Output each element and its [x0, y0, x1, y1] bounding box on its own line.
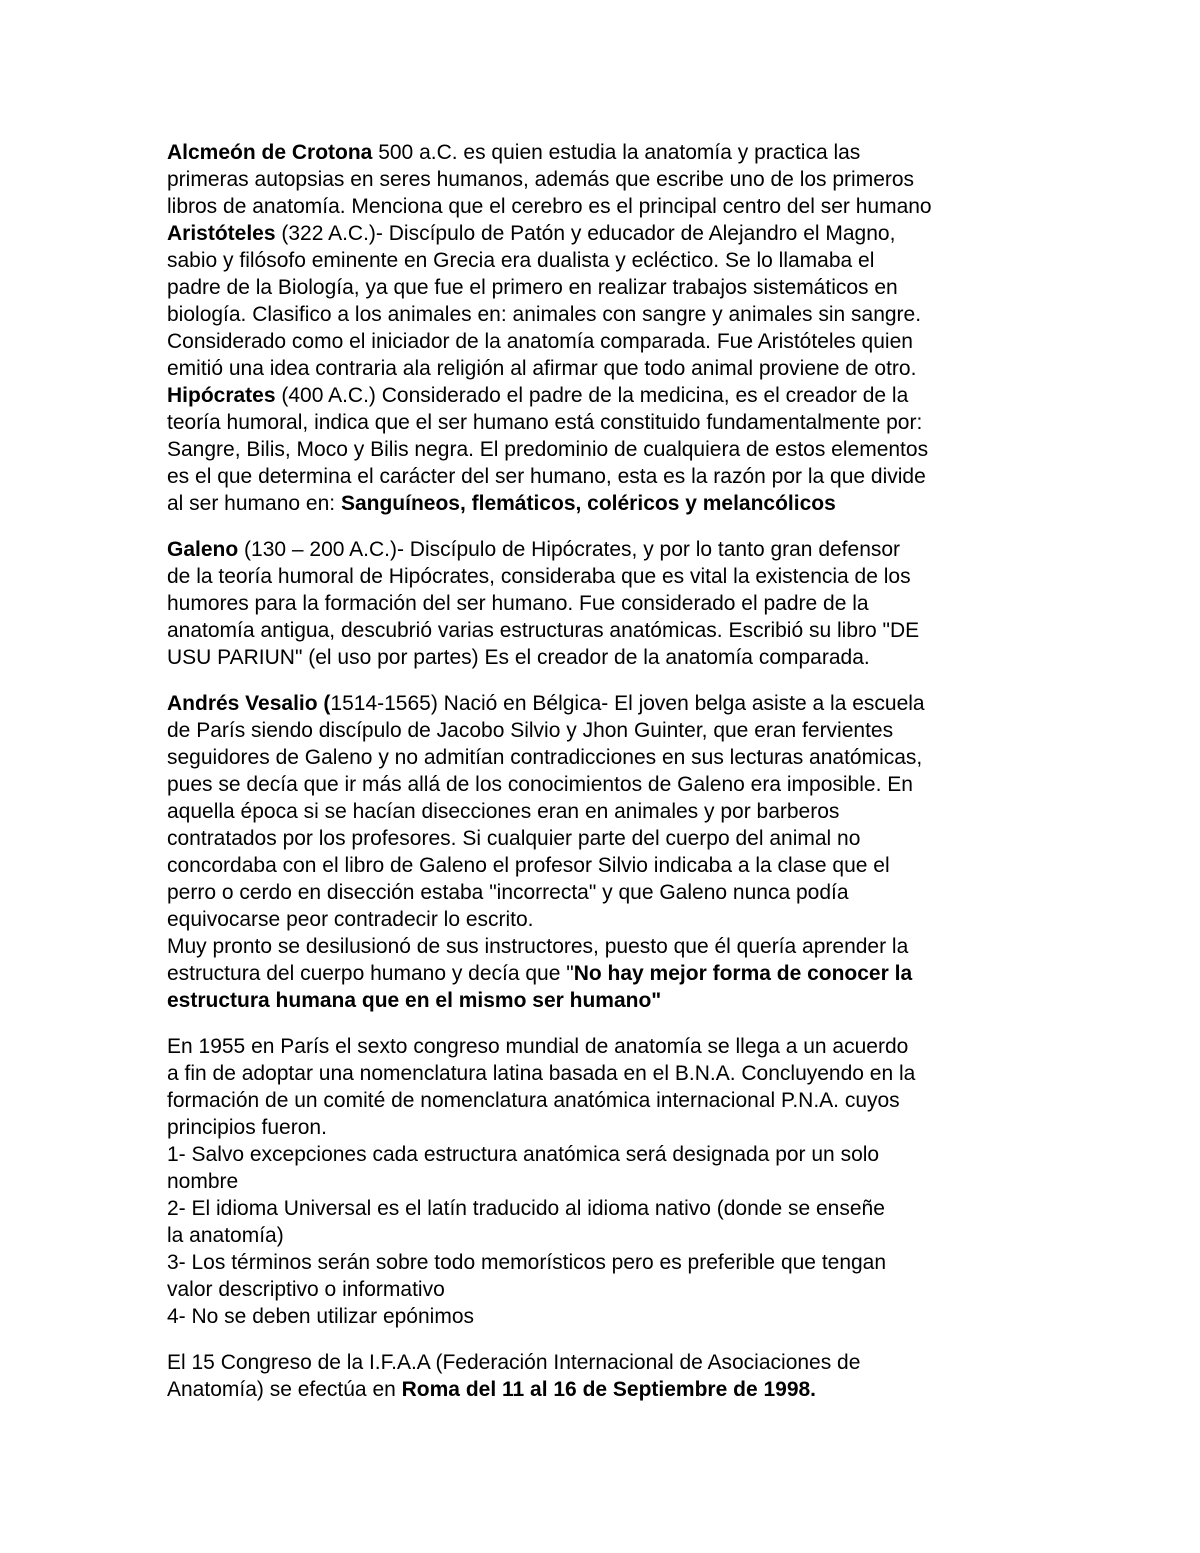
- vesalio-line-11: estructura del cuerpo humano y decía que "No hay mejor forma de conocer la: [167, 962, 913, 985]
- principle-2-line-2: la anatomía): [167, 1224, 284, 1247]
- principle-1-line-2: nombre: [167, 1170, 239, 1193]
- galeno-name: Galeno: [167, 538, 239, 561]
- hipocrates-line-4: es el que determina el carácter del ser humano, esta es la razón por la que divide: [167, 465, 926, 488]
- vesalio-line-2: de París siendo discípulo de Jacobo Silvio y Jhon Guinter, que eran fervientes: [167, 719, 894, 742]
- galeno-line-5: USU PARIUN" (el uso por partes) Es el creador de la anatomía comparada.: [167, 646, 870, 669]
- aristoteles-line-4: biología. Clasifico a los animales en: animales con sangre y animales sin sangre.: [167, 303, 922, 326]
- aristoteles-name: Aristóteles: [167, 222, 276, 245]
- vesalio-line-9: equivocarse peor contradecir lo escrito.: [167, 908, 534, 931]
- ifaa-line-1: El 15 Congreso de la I.F.A.A (Federación Internacional de Asociaciones de: [167, 1351, 861, 1374]
- galeno-line-4: anatomía antigua, descubrió varias estructuras anatómicas. Escribió su libro "DE: [167, 619, 920, 642]
- vesalio-line-8: perro o cerdo en disección estaba "incorrecta" y que Galeno nunca podía: [167, 881, 849, 904]
- hipocrates-line-2: teoría humoral, indica que el ser humano está constituido fundamentalmente por:: [167, 411, 923, 434]
- aristoteles-line-2: sabio y filósofo eminente en Grecia era dualista y ecléctico. Se lo llamaba el: [167, 249, 875, 272]
- vesalio-quote-bold: No hay mejor forma de conocer la: [573, 962, 913, 985]
- aristoteles-line-1: Aristóteles (322 A.C.)- Discípulo de Patón y educador de Alejandro el Magno,: [167, 222, 896, 245]
- principle-4: 4- No se deben utilizar epónimos: [167, 1305, 475, 1328]
- congreso-1955-line-3: formación de un comité de nomenclatura anatómica internacional P.N.A. cuyos: [167, 1089, 900, 1112]
- ifaa-date-bold: Roma del 11 al 16 de Septiembre de 1998.: [401, 1378, 817, 1401]
- principle-3-line-1: 3- Los términos serán sobre todo memorísticos pero es preferible que tengan: [167, 1251, 887, 1274]
- aristoteles-line-6: emitió una idea contraria ala religión al afirmar que todo animal proviene de otro.: [167, 357, 917, 380]
- congreso-1955-line-4: principios fueron.: [167, 1116, 327, 1139]
- alcmeon-line-1: Alcmeón de Crotona 500 a.C. es quien estudia la anatomía y practica las: [167, 141, 861, 164]
- vesalio-quote-bold-2: estructura humana que en el mismo ser humano": [167, 989, 662, 1012]
- vesalio-line-1: Andrés Vesalio (1514-1565) Nació en Bélgica- El joven belga asiste a la escuela: [167, 692, 925, 715]
- humores-bold: Sanguíneos, flemáticos, coléricos y melancólicos: [340, 492, 836, 515]
- ifaa-line-2: Anatomía) se efectúa en Roma del 11 al 16 de Septiembre de 1998.: [167, 1378, 817, 1401]
- congreso-1955-line-2: a fin de adoptar una nomenclatura latina basada en el B.N.A. Concluyendo en la: [167, 1062, 916, 1085]
- vesalio-line-12: [167, 988, 661, 1014]
- alcmeon-line-2: primeras autopsias en seres humanos, además que escribe uno de los primeros: [167, 168, 915, 191]
- hipocrates-line-3: Sangre, Bilis, Moco y Bilis negra. El predominio de cualquiera de estos elementos: [167, 438, 929, 461]
- congreso-1955-line-1: En 1955 en París el sexto congreso mundial de anatomía se llega a un acuerdo: [167, 1035, 909, 1058]
- hipocrates-line-1: Hipócrates (400 A.C.) Considerado el padre de la medicina, es el creador de la: [167, 384, 909, 407]
- vesalio-line-4: pues se decía que ir más allá de los conocimientos de Galeno era imposible. En: [167, 773, 913, 796]
- principle-3-line-2: valor descriptivo o informativo: [167, 1278, 445, 1301]
- vesalio-line-5: aquella época si se hacían disecciones eran en animales y por barberos: [167, 800, 840, 823]
- vesalio-name: Andrés Vesalio (: [167, 692, 331, 715]
- aristoteles-line-3: padre de la Biología, ya que fue el primero en realizar trabajos sistemáticos en: [167, 276, 898, 299]
- alcmeon-line-3: libros de anatomía. Menciona que el cerebro es el principal centro del ser humano: [167, 195, 932, 218]
- alcmeon-name: Alcmeón de Crotona: [167, 141, 373, 164]
- vesalio-line-6: contratados por los profesores. Si cualquier parte del cuerpo del animal no: [167, 827, 861, 850]
- vesalio-line-7: concordaba con el libro de Galeno el profesor Silvio indicaba a la clase que el: [167, 854, 890, 877]
- hipocrates-line-5: al ser humano en: Sanguíneos, flemáticos, coléricos y melancólicos: [167, 492, 836, 515]
- galeno-line-2: de la teoría humoral de Hipócrates, consideraba que es vital la existencia de los: [167, 565, 911, 588]
- galeno-line-1: Galeno (130 – 200 A.C.)- Discípulo de Hipócrates, y por lo tanto gran defensor: [167, 538, 901, 561]
- vesalio-line-3: seguidores de Galeno y no admitían contradicciones en sus lecturas anatómicas,: [167, 746, 923, 769]
- principle-2-line-1: 2- El idioma Universal es el latín traducido al idioma nativo (donde se enseñe: [167, 1197, 885, 1220]
- principle-1-line-1: 1- Salvo excepciones cada estructura anatómica será designada por un solo: [167, 1143, 880, 1166]
- vesalio-line-10: Muy pronto se desilusionó de sus instructores, puesto que él quería aprender la: [167, 935, 909, 958]
- hipocrates-name: Hipócrates: [167, 384, 276, 407]
- galeno-line-3: humores para la formación del ser humano. Fue considerado el padre de la: [167, 592, 869, 615]
- aristoteles-line-5: Considerado como el iniciador de la anatomía comparada. Fue Aristóteles quien: [167, 330, 913, 353]
